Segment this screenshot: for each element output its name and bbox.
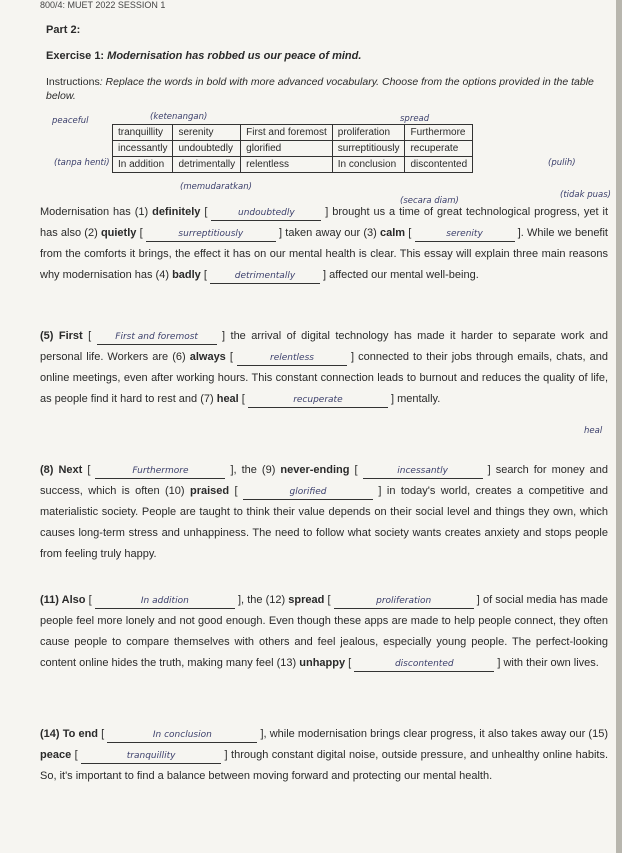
exercise-heading (46, 50, 361, 62)
bold-word: (5) First (40, 330, 83, 342)
text: , the (9) (233, 464, 281, 476)
option-cell: discontented (405, 157, 473, 173)
answer-blank[interactable] (334, 593, 474, 609)
handnote-ketenangan: (ketenangan) (150, 112, 208, 122)
answer-blank[interactable] (107, 727, 257, 743)
part-label: Part 2: (46, 24, 81, 36)
answer-blank[interactable] (354, 656, 494, 672)
text: brought us a time of great technological progress, yet it has also (2) (40, 206, 608, 239)
answer-blank[interactable] (97, 329, 217, 345)
text: taken away our (3) (282, 227, 380, 239)
text: of social media has made people feel more lonely and not good enough. Even though these apps are made to help people connect, they often cause people to compare themselves with others and feel jealous, especially young people. The perfect-looking content online hides the truth, making many feel (13) (40, 594, 608, 669)
handwritten-answer: relentless (270, 353, 314, 363)
text: . While we benefit from the comforts it brings, the effect it has on our mental health is clear. This essay will explain three main reasons why modernisation has (4) (40, 227, 608, 281)
handnote-spread: spread (400, 114, 430, 124)
paragraph-introduction: Modernisation has (1) definitely [ undoubtedly ] brought us a time of great technological progress, yet it has also (2) quietly [ surreptitiously ] taken away our (3) calm [ serenity ]. While we benefit from the comforts it brings, the effect it has on our mental health is clear. This essay will explain three main reasons why modernisation has (4) badly [ detrimentally ] affected our mental well-being. (40, 202, 608, 286)
text: through constant digital noise, outside pressure, and unhealthy online habits. So, it's important to find a balance between moving forward and protecting our mental health. (40, 749, 608, 782)
option-cell: glorified (241, 141, 333, 157)
handnote-memudaratkan: (memudaratkan) (180, 182, 252, 192)
answer-blank[interactable] (237, 350, 347, 366)
bold-word: badly (172, 269, 201, 281)
exercise-title: Modernisation has robbed us our peace of mind. (107, 50, 362, 62)
handwritten-answer: Furthermore (132, 466, 189, 476)
page-header: 800/4: MUET 2022 SESSION 1 (40, 0, 166, 10)
text: mentally. (394, 393, 441, 405)
options-table (112, 124, 473, 173)
options-row (113, 125, 473, 141)
answer-blank[interactable] (95, 463, 225, 479)
option-cell: In conclusion (332, 157, 405, 173)
answer-blank[interactable] (146, 226, 276, 242)
handwritten-answer: In addition (140, 596, 189, 606)
option-cell: incessantly (113, 141, 173, 157)
bold-word: heal (216, 393, 239, 405)
bold-word: (14) To end (40, 728, 99, 740)
option-cell: serenity (173, 125, 241, 141)
option-cell: detrimentally (173, 157, 241, 173)
exercise-label: Exercise 1: (46, 50, 105, 62)
option-cell: undoubtedly (173, 141, 241, 157)
handwritten-answer: discontented (394, 659, 454, 669)
bold-word: calm (379, 227, 406, 239)
answer-blank[interactable] (363, 463, 483, 479)
answer-blank[interactable] (248, 392, 388, 408)
options-row (113, 157, 473, 173)
handnote-tidak-puas: (tidak puas) (560, 190, 611, 200)
handwritten-answer: incessantly (397, 466, 448, 476)
answer-blank[interactable] (210, 268, 320, 284)
handnote-tanpa-henti: (tanpa henti) (54, 158, 110, 168)
answer-blank[interactable] (243, 484, 373, 500)
bold-word: always (189, 351, 226, 363)
handwritten-answer: tranquillity (126, 751, 176, 761)
paragraph-third-reason: (11) Also [ In addition ], the (12) spread [ proliferation ] of social media has made people feel more lonely and not good enough. Even though these apps are made to help people connect, they often cause people to compare themselves with others and feel jealous, especially young people. The perfect-looking content online hides the truth, making many feel (13) unhappy [ discontented ] with their own lives. (40, 590, 608, 674)
bold-word: praised (189, 485, 230, 497)
handwritten-answer: First and foremost (115, 332, 198, 342)
handwritten-answer: detrimentally (234, 271, 296, 281)
bold-word: peace (40, 749, 72, 761)
option-cell: First and foremost (241, 125, 333, 141)
option-cell: recuperate (405, 141, 473, 157)
handwritten-answer: surreptitiously (178, 229, 244, 239)
bold-word: unhappy (299, 657, 346, 669)
handnote-heal: heal (584, 426, 603, 436)
answer-blank[interactable] (81, 748, 221, 764)
instructions-label: Instructions (46, 76, 100, 88)
answer-blank[interactable] (211, 205, 321, 221)
bold-word: never-ending (280, 464, 350, 476)
text: affected our mental well-being. (326, 269, 479, 281)
bold-word: (11) Also (40, 594, 86, 606)
handnote-peaceful: peaceful (52, 116, 89, 126)
text: in today's world, creates a competitive and materialistic society. People are taught to think their value depends on their social level and things they own, which causes long-term stress and unhappiness. The need to follow what society wants creates anxiety and stops people from feeling truly happy. (40, 485, 608, 560)
paragraph-second-reason: (8) Next [ Furthermore ], the (9) never-ending [ incessantly ] search for money and success, which is often (10) praised [ glorified ] in today's world, creates a competitive and materialistic society. People are taught to think their value depends on their social level and things they own, which causes long-term stress and unhappiness. The need to follow what society wants creates anxiety and stops people from feeling truly happy. (40, 464, 608, 560)
option-cell: In addition (113, 157, 173, 173)
handwritten-answer: In conclusion (152, 730, 212, 740)
text: the arrival of digital technology has made it harder to separate work and personal life. Workers are (6) (40, 330, 609, 363)
instructions-text: : Replace the words in bold with more advanced vocabulary. Choose from the options provided in the table below. (46, 76, 594, 102)
option-cell: relentless (241, 157, 333, 173)
bold-word: (8) Next (40, 464, 83, 476)
option-cell: surreptitiously (332, 141, 405, 157)
handwritten-answer: glorified (289, 487, 327, 497)
bold-word: definitely (152, 206, 201, 218)
instructions (46, 75, 606, 103)
handnote-pulih: (pulih) (548, 158, 576, 168)
paragraph-first-reason: (5) First [ First and foremost ] the arrival of digital technology has made it harder to separate work and personal life. Workers are (6) always [ relentless ] connected to their jobs through emails, chats, and online meetings, even after working hours. This constant connection leads to burnout and reduces the quality of life, as people find it hard to rest and (7) heal [ recuperate ] mentally. (40, 326, 608, 410)
handwritten-answer: serenity (446, 229, 483, 239)
handwritten-answer: recuperate (293, 395, 343, 405)
bold-word: quietly (100, 227, 137, 239)
answer-blank[interactable] (95, 593, 235, 609)
text: Modernisation has (1) (40, 206, 153, 218)
option-cell: Furthermore (405, 125, 473, 141)
handwritten-answer: undoubtedly (238, 208, 295, 218)
options-row (113, 141, 473, 157)
handwritten-answer: proliferation (376, 596, 432, 606)
text: search for money and success, which is often (10) (40, 464, 608, 497)
text: , the (12) (241, 594, 289, 606)
text: connected to their jobs through emails, chats, and online meetings, even after working hours. This constant connection leads to burnout and reduces the quality of life, as people find it hard to rest and (7) (40, 351, 608, 405)
option-cell: proliferation (332, 125, 405, 141)
paragraph-conclusion: (14) To end [ In conclusion ], while modernisation brings clear progress, it also takes away our (15) peace [ tranquillity ] through constant digital noise, outside pressure, and unhealthy online habits. So, it's important to find a balance between moving forward and protecting our mental health. (40, 728, 608, 782)
bold-word: spread (288, 594, 325, 606)
text: , while modernisation brings clear progress, it also takes away our (15) (263, 728, 608, 740)
option-cell: tranquillity (113, 125, 173, 141)
page-edge-shadow (616, 0, 622, 853)
handnote-secara-diam: (secara diam) (400, 196, 459, 206)
answer-blank[interactable] (415, 226, 515, 242)
text: with their own lives. (500, 657, 599, 669)
